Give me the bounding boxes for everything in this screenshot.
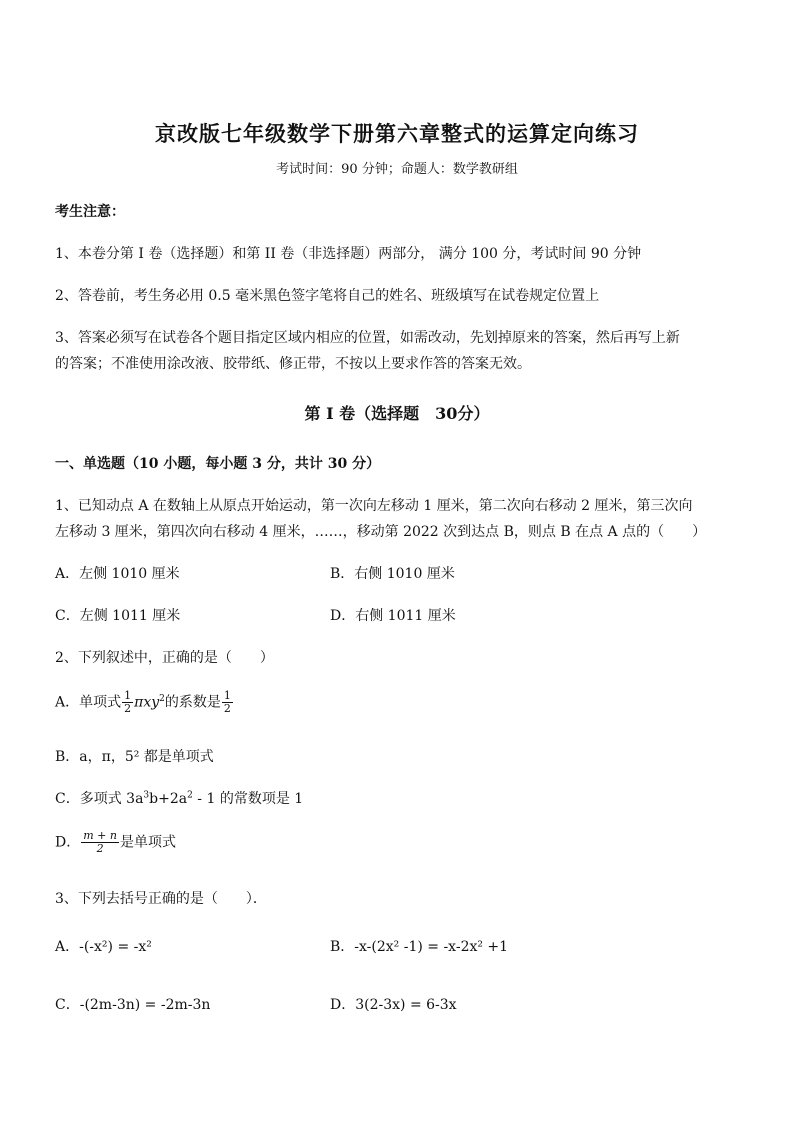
q3-stem: 3、下列去括号正确的是（ ）． xyxy=(55,891,267,907)
q2-d-suffix: 是单项式 xyxy=(119,834,176,851)
q2-a-exp: 2 xyxy=(159,693,165,704)
notice-item-2: 2、答卷前，考生务必用 0.5 毫米黑色签字笔将自己的姓名、班级填写在试卷规定位置上 xyxy=(55,288,600,304)
q2-option-d xyxy=(55,830,176,855)
q2-option-c xyxy=(55,788,303,808)
page-title: 京改版七年级数学下册第六章整式的运算定向练习 xyxy=(155,121,639,146)
q1-stem-line2: 左移动 3 厘米，第四次向右移动 4 厘米，……，移动第 2022 次到达点 B，则点 B 在点 A 点的（ ） xyxy=(55,524,707,540)
q2-c-suffix: - 1 的常数项是 1 xyxy=(192,791,304,807)
q2-c-mid: b+2a xyxy=(149,791,188,807)
q2-a-ans-num: 1 xyxy=(223,689,231,702)
q1-option-c: C．左侧 1011 厘米 xyxy=(55,608,181,624)
q1-option-a: A．左侧 1010 厘米 xyxy=(55,566,180,582)
q2-a-fraction xyxy=(122,690,133,715)
q2-option-a xyxy=(55,690,234,715)
q2-a-answer-fraction xyxy=(222,690,233,715)
q1-stem-line1: 1、已知动点 A 在数轴上从原点开始运动，第一次向左移动 1 厘米，第二次向右移动 2 厘米，第三次向 xyxy=(55,498,693,514)
q2-a-prefix: A．单项式 xyxy=(55,694,122,711)
q3-option-b: B．-x-(2x² -1) = -x-2x² +1 xyxy=(330,939,509,955)
q2-d-prefix: D． xyxy=(55,834,81,851)
part-heading: 一、单选题（10 小题，每小题 3 分，共计 30 分） xyxy=(55,456,381,472)
q2-a-expr: πxy xyxy=(134,694,160,711)
q1-option-b: B．右侧 1010 厘米 xyxy=(330,566,455,582)
q1-option-d: D．右侧 1011 厘米 xyxy=(330,608,456,624)
q2-d-fraction xyxy=(81,830,119,855)
q2-c-exp2: 2 xyxy=(187,790,193,801)
q2-d-den: 2 xyxy=(96,842,104,855)
q2-a-ans-den: 2 xyxy=(223,702,231,715)
q2-c-exp: 3 xyxy=(143,790,150,801)
notice-heading: 考生注意： xyxy=(55,204,125,220)
section-title: 第 I 卷（选择题 30分） xyxy=(304,404,490,423)
q2-d-num: m + n xyxy=(83,829,117,842)
q2-option-b: B．a，π，5² 都是单项式 xyxy=(55,749,214,765)
q2-a-mid: 的系数是 xyxy=(164,694,221,711)
q2-stem: 2、下列叙述中，正确的是（ ） xyxy=(55,650,274,666)
q2-a-frac-num: 1 xyxy=(124,689,132,702)
q3-option-a: A．-(-x²) = -x² xyxy=(55,939,152,955)
q2-a-frac-den: 2 xyxy=(124,702,132,715)
q3-option-d: D．3(2-3x) = 6-3x xyxy=(330,997,457,1013)
exam-meta: 考试时间：90 分钟；命题人：数学教研组 xyxy=(276,162,518,177)
notice-item-1: 1、本卷分第 I 卷（选择题）和第 II 卷（非选择题）两部分， 满分 100 分，考试时间 90 分钟 xyxy=(55,246,642,262)
notice-item-3-line1: 3、答案必须写在试卷各个题目指定区域内相应的位置，如需改动，先划掉原来的答案，然后再写上新 xyxy=(55,330,680,346)
q2-c-prefix: C．多项式 3a xyxy=(55,791,144,807)
notice-item-3-line2: 的答案；不准使用涂改液、胶带纸、修正带，不按以上要求作答的答案无效。 xyxy=(55,356,531,372)
q3-option-c: C．-(2m-3n) = -2m-3n xyxy=(55,997,211,1013)
